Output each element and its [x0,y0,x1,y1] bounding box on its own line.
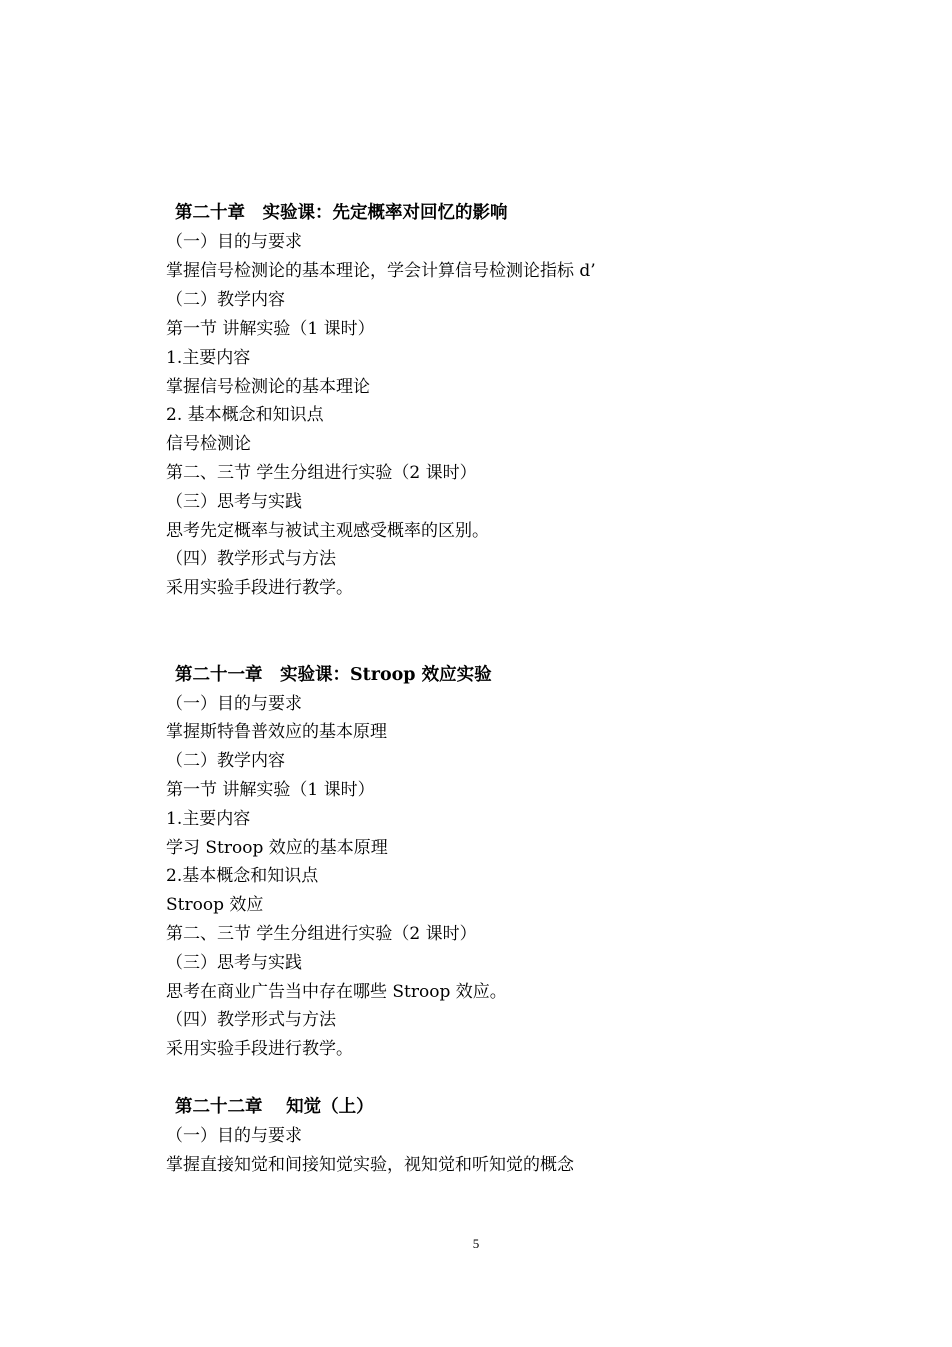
ch20-line-8: 信号检测论 [166,434,251,454]
ch20-line-10: （三）思考与实践 [166,492,302,512]
ch20-line-1: （一）目的与要求 [166,232,302,252]
ch21-line-12: （四）教学形式与方法 [166,1010,336,1030]
ch20-line-7: 2. 基本概念和知识点 [166,405,324,425]
ch21-line-6: 学习 Stroop 效应的基本原理 [166,838,388,858]
ch21-line-5: 1.主要内容 [166,809,251,829]
ch20-line-6: 掌握信号检测论的基本理论 [166,377,370,397]
ch20-line-11: 思考先定概率与被试主观感受概率的区别。 [166,521,489,541]
ch20-line-5: 1.主要内容 [166,348,251,368]
chapter-21-title: 第二十一章 实验课：Stroop 效应实验 [175,665,492,685]
chapter-20-title: 第二十章 实验课：先定概率对回忆的影响 [175,203,508,223]
chapter-22-title: 第二十二章 知觉（上） [175,1097,374,1117]
ch21-line-11: 思考在商业广告当中存在哪些 Stroop 效应。 [166,982,507,1002]
ch21-line-3: （二）教学内容 [166,751,285,771]
ch20-line-9: 第二、三节 学生分组进行实验（2 课时） [166,463,477,483]
ch21-line-2: 掌握斯特鲁普效应的基本原理 [166,722,387,742]
ch22-line-2: 掌握直接知觉和间接知觉实验，视知觉和听知觉的概念 [166,1155,574,1175]
ch22-line-1: （一）目的与要求 [166,1126,302,1146]
ch20-line-12: （四）教学形式与方法 [166,549,336,569]
ch21-line-10: （三）思考与实践 [166,953,302,973]
ch20-line-13: 采用实验手段进行教学。 [166,578,353,598]
ch21-line-13: 采用实验手段进行教学。 [166,1039,353,1059]
ch20-line-2: 掌握信号检测论的基本理论，学会计算信号检测论指标 d’ [166,261,596,281]
ch20-line-4: 第一节 讲解实验（1 课时） [166,319,375,339]
ch20-line-3: （二）教学内容 [166,290,285,310]
ch21-line-7: 2.基本概念和知识点 [166,866,319,886]
ch21-line-9: 第二、三节 学生分组进行实验（2 课时） [166,924,477,944]
ch21-line-8: Stroop 效应 [166,895,264,915]
page-number: 5 [472,1236,480,1251]
ch21-line-1: （一）目的与要求 [166,694,302,714]
ch21-line-4: 第一节 讲解实验（1 课时） [166,780,375,800]
